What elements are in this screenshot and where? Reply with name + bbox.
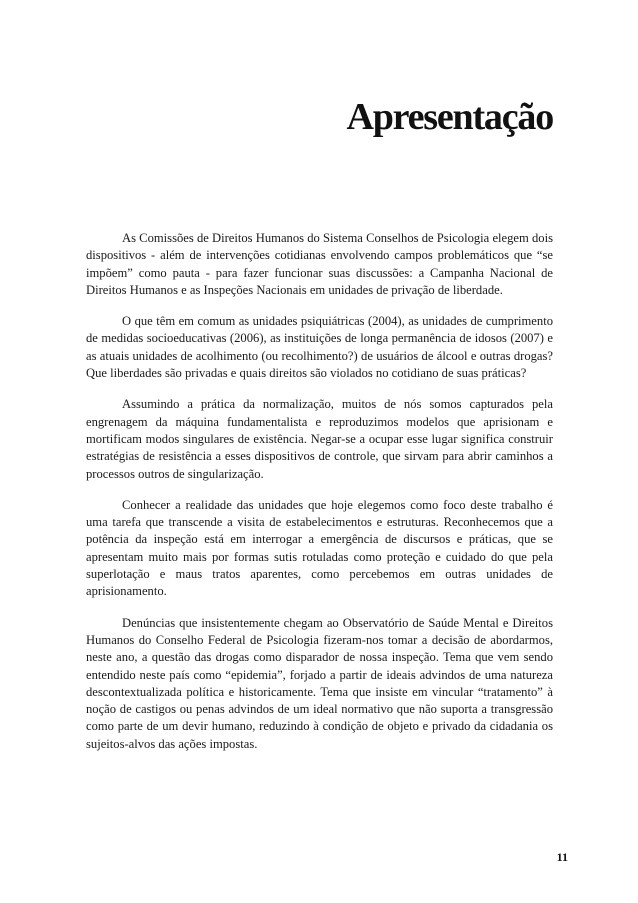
page-number: 11 <box>556 850 568 864</box>
paragraph-4: Conhecer a realidade das unidades que hoje elegemos como foco deste trabalho é uma tarefa que transcende a visita de estabelecimentos e estruturas. Reconhecemos que a potência da inspeção está em interrogar a emergência de discursos e práticas, que se apresentam muito mais por formas sutis rotuladas como proteção e cuidado do que pela superlotação e maus tratos aparentes, como percebemos em outras unidades de aprisionamento. <box>86 497 553 599</box>
paragraph-5: Denúncias que insistentemente chegam ao Observatório de Saúde Mental e Direitos Humanos do Conselho Federal de Psicologia fizeram-nos tomar a decisão de abordarmos, neste ano, a questão das drogas como disparador de nossa inspeção. Tema que vem sendo entendido neste país como “epidemia”, forjado a partir de ideais advindos de uma natureza descontextualizada política e historicamente. Tema que insiste em vincular “tratamento” à noção de castigos ou penas advindos de um ideal normativo que não suporta a transgressão como parte de um devir humano, reduzindo à condição de objeto e privado da cidadania os sujeitos-alvos das ações impostas. <box>86 615 553 751</box>
paragraph-3: Assumindo a prática da normalização, muitos de nós somos capturados pela engrenagem da máquina fundamentalista e reproduzimos modelos que aprisionam e mortificam modos singulares de existência. Negar-se a ocupar esse lugar significa construir estratégias de resistência a esses dispositivos de controle, que sirvam para abrir caminhos a processos outros de singularização. <box>86 397 553 481</box>
page-title: Apresentação <box>346 96 553 138</box>
body-text <box>86 230 553 767</box>
paragraph-2: O que têm em comum as unidades psiquiátricas (2004), as unidades de cumprimento de medidas socioeducativas (2006), as instituições de longa permanência de idosos (2007) e as atuais unidades de acolhimento (ou recolhimento?) de usuários de álcool e outras drogas? Que liberdades são privadas e quais direitos são violados no cotidiano de suas práticas? <box>86 314 553 381</box>
paragraph-1: As Comissões de Direitos Humanos do Sistema Conselhos de Psicologia elegem dois dispositivos - além de intervenções cotidianas envolvendo campos problemáticos que “se impõem” como pauta - para fazer funcionar suas discussões: a Campanha Nacional de Direitos Humanos e as Inspeções Nacionais em unidades de privação de liberdade. <box>86 231 553 297</box>
